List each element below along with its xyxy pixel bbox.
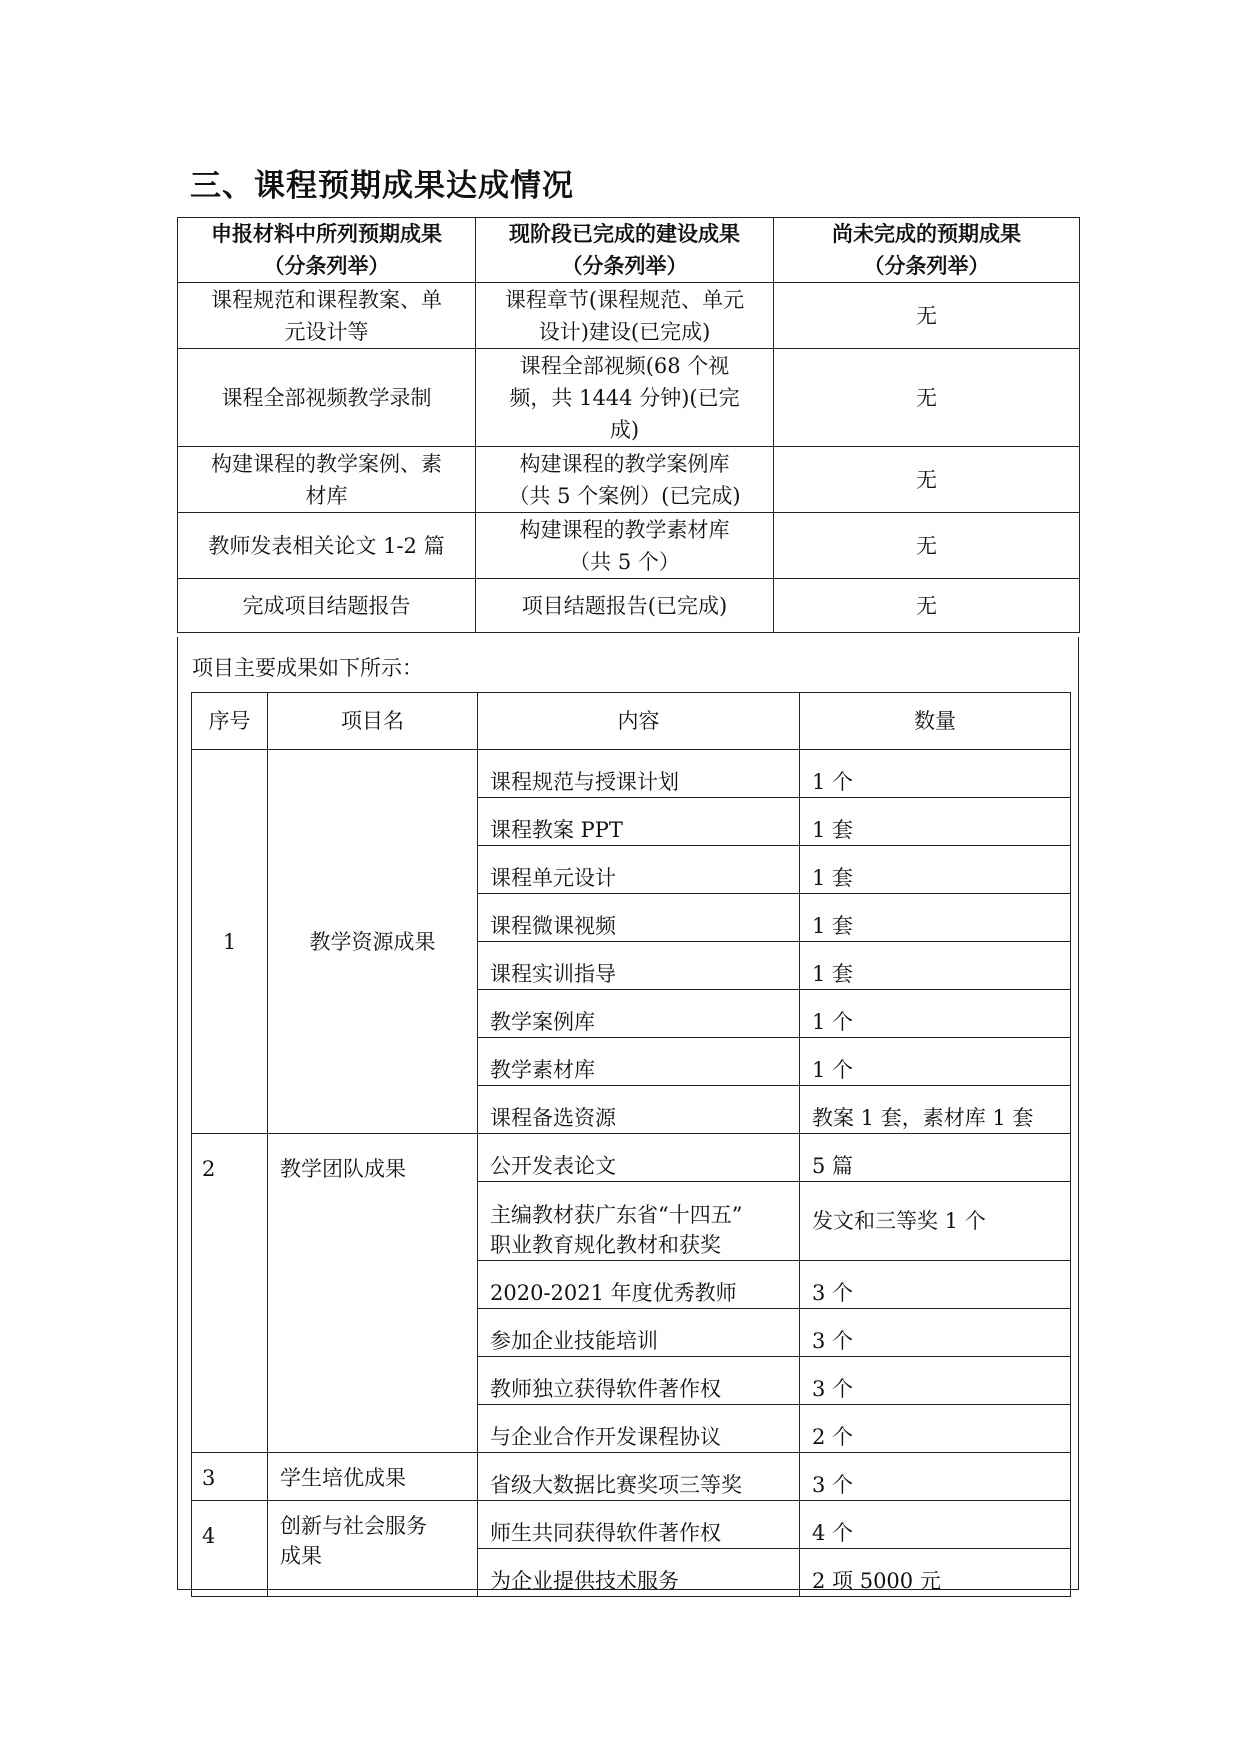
content-cell: 教师独立获得软件著作权 — [478, 1357, 800, 1405]
summary-row — [178, 283, 1080, 349]
expected-cell: 课程规范和课程教案、单 元设计等 — [178, 283, 476, 349]
pending-cell: 无 — [774, 283, 1080, 349]
quantity-cell: 发文和三等奖 1 个 — [800, 1182, 1071, 1261]
summary-row — [178, 349, 1080, 447]
content-cell: 课程单元设计 — [478, 846, 800, 894]
header-quantity: 数量 — [800, 693, 1071, 750]
completed-cell: 构建课程的教学素材库 （共 5 个） — [476, 513, 774, 579]
completed-cell: 项目结题报告(已完成) — [476, 579, 774, 633]
header-content: 内容 — [478, 693, 800, 750]
summary-row — [178, 513, 1080, 579]
group-name: 教学团队成果 — [268, 1134, 478, 1453]
content-cell: 与企业合作开发课程协议 — [478, 1405, 800, 1453]
summary-row — [178, 579, 1080, 633]
quantity-cell: 1 套 — [800, 942, 1071, 990]
content-cell: 2020-2021 年度优秀教师 — [478, 1261, 800, 1309]
content-cell: 主编教材获广东省“十四五” 职业教育规化教材和获奖 — [478, 1182, 800, 1261]
content-cell: 课程实训指导 — [478, 942, 800, 990]
quantity-cell: 教案 1 套，素材库 1 套 — [800, 1086, 1071, 1134]
content-cell: 为企业提供技术服务 — [478, 1549, 800, 1597]
expected-cell: 构建课程的教学案例、素 材库 — [178, 447, 476, 513]
completed-cell: 课程全部视频(68 个视 频，共 1444 分钟)(已完 成) — [476, 349, 774, 447]
project-results-table — [191, 692, 1071, 1597]
quantity-cell: 2 项 5000 元 — [800, 1549, 1071, 1597]
table-row — [192, 1453, 1071, 1501]
pending-cell: 无 — [774, 579, 1080, 633]
content-cell: 师生共同获得软件著作权 — [478, 1501, 800, 1549]
table-row — [192, 1134, 1071, 1182]
quantity-cell: 1 个 — [800, 1038, 1071, 1086]
expected-cell: 课程全部视频教学录制 — [178, 349, 476, 447]
group-index: 3 — [192, 1453, 268, 1501]
quantity-cell: 2 个 — [800, 1405, 1071, 1453]
group-index: 1 — [192, 750, 268, 1134]
header-expected: 申报材料中所列预期成果 （分条列举） — [178, 218, 476, 283]
completed-cell: 课程章节(课程规范、单元 设计)建设(已完成) — [476, 283, 774, 349]
completed-cell: 构建课程的教学案例库 （共 5 个案例）(已完成) — [476, 447, 774, 513]
quantity-cell: 1 个 — [800, 750, 1071, 798]
group-name: 教学资源成果 — [268, 750, 478, 1134]
group-index: 4 — [192, 1501, 268, 1597]
page-title: 三、课程预期成果达成情况 — [190, 168, 574, 204]
header-pending: 尚未完成的预期成果 （分条列举） — [774, 218, 1080, 283]
header-completed: 现阶段已完成的建设成果 （分条列举） — [476, 218, 774, 283]
expected-results-summary-table — [177, 217, 1080, 633]
content-cell: 课程微课视频 — [478, 894, 800, 942]
results-intro: 项目主要成果如下所示： — [192, 656, 423, 680]
quantity-cell: 3 个 — [800, 1261, 1071, 1309]
pending-cell: 无 — [774, 349, 1080, 447]
group-index: 2 — [192, 1134, 268, 1453]
header-name: 项目名 — [268, 693, 478, 750]
table-row — [192, 1501, 1071, 1549]
quantity-cell: 1 个 — [800, 990, 1071, 1038]
expected-cell: 教师发表相关论文 1-2 篇 — [178, 513, 476, 579]
content-cell: 教学素材库 — [478, 1038, 800, 1086]
quantity-cell: 4 个 — [800, 1501, 1071, 1549]
quantity-cell: 1 套 — [800, 798, 1071, 846]
quantity-cell: 1 套 — [800, 846, 1071, 894]
quantity-cell: 5 篇 — [800, 1134, 1071, 1182]
table-row — [192, 750, 1071, 798]
summary-row — [178, 447, 1080, 513]
content-cell: 参加企业技能培训 — [478, 1309, 800, 1357]
expected-cell: 完成项目结题报告 — [178, 579, 476, 633]
content-cell: 课程教案 PPT — [478, 798, 800, 846]
header-index: 序号 — [192, 693, 268, 750]
group-name: 创新与社会服务 成果 — [268, 1501, 478, 1597]
quantity-cell: 3 个 — [800, 1453, 1071, 1501]
quantity-cell: 3 个 — [800, 1357, 1071, 1405]
group-name: 学生培优成果 — [268, 1453, 478, 1501]
quantity-cell: 3 个 — [800, 1309, 1071, 1357]
quantity-cell: 1 套 — [800, 894, 1071, 942]
content-cell: 课程备选资源 — [478, 1086, 800, 1134]
content-cell: 省级大数据比赛奖项三等奖 — [478, 1453, 800, 1501]
pending-cell: 无 — [774, 447, 1080, 513]
content-cell: 课程规范与授课计划 — [478, 750, 800, 798]
content-cell: 教学案例库 — [478, 990, 800, 1038]
content-cell: 公开发表论文 — [478, 1134, 800, 1182]
pending-cell: 无 — [774, 513, 1080, 579]
